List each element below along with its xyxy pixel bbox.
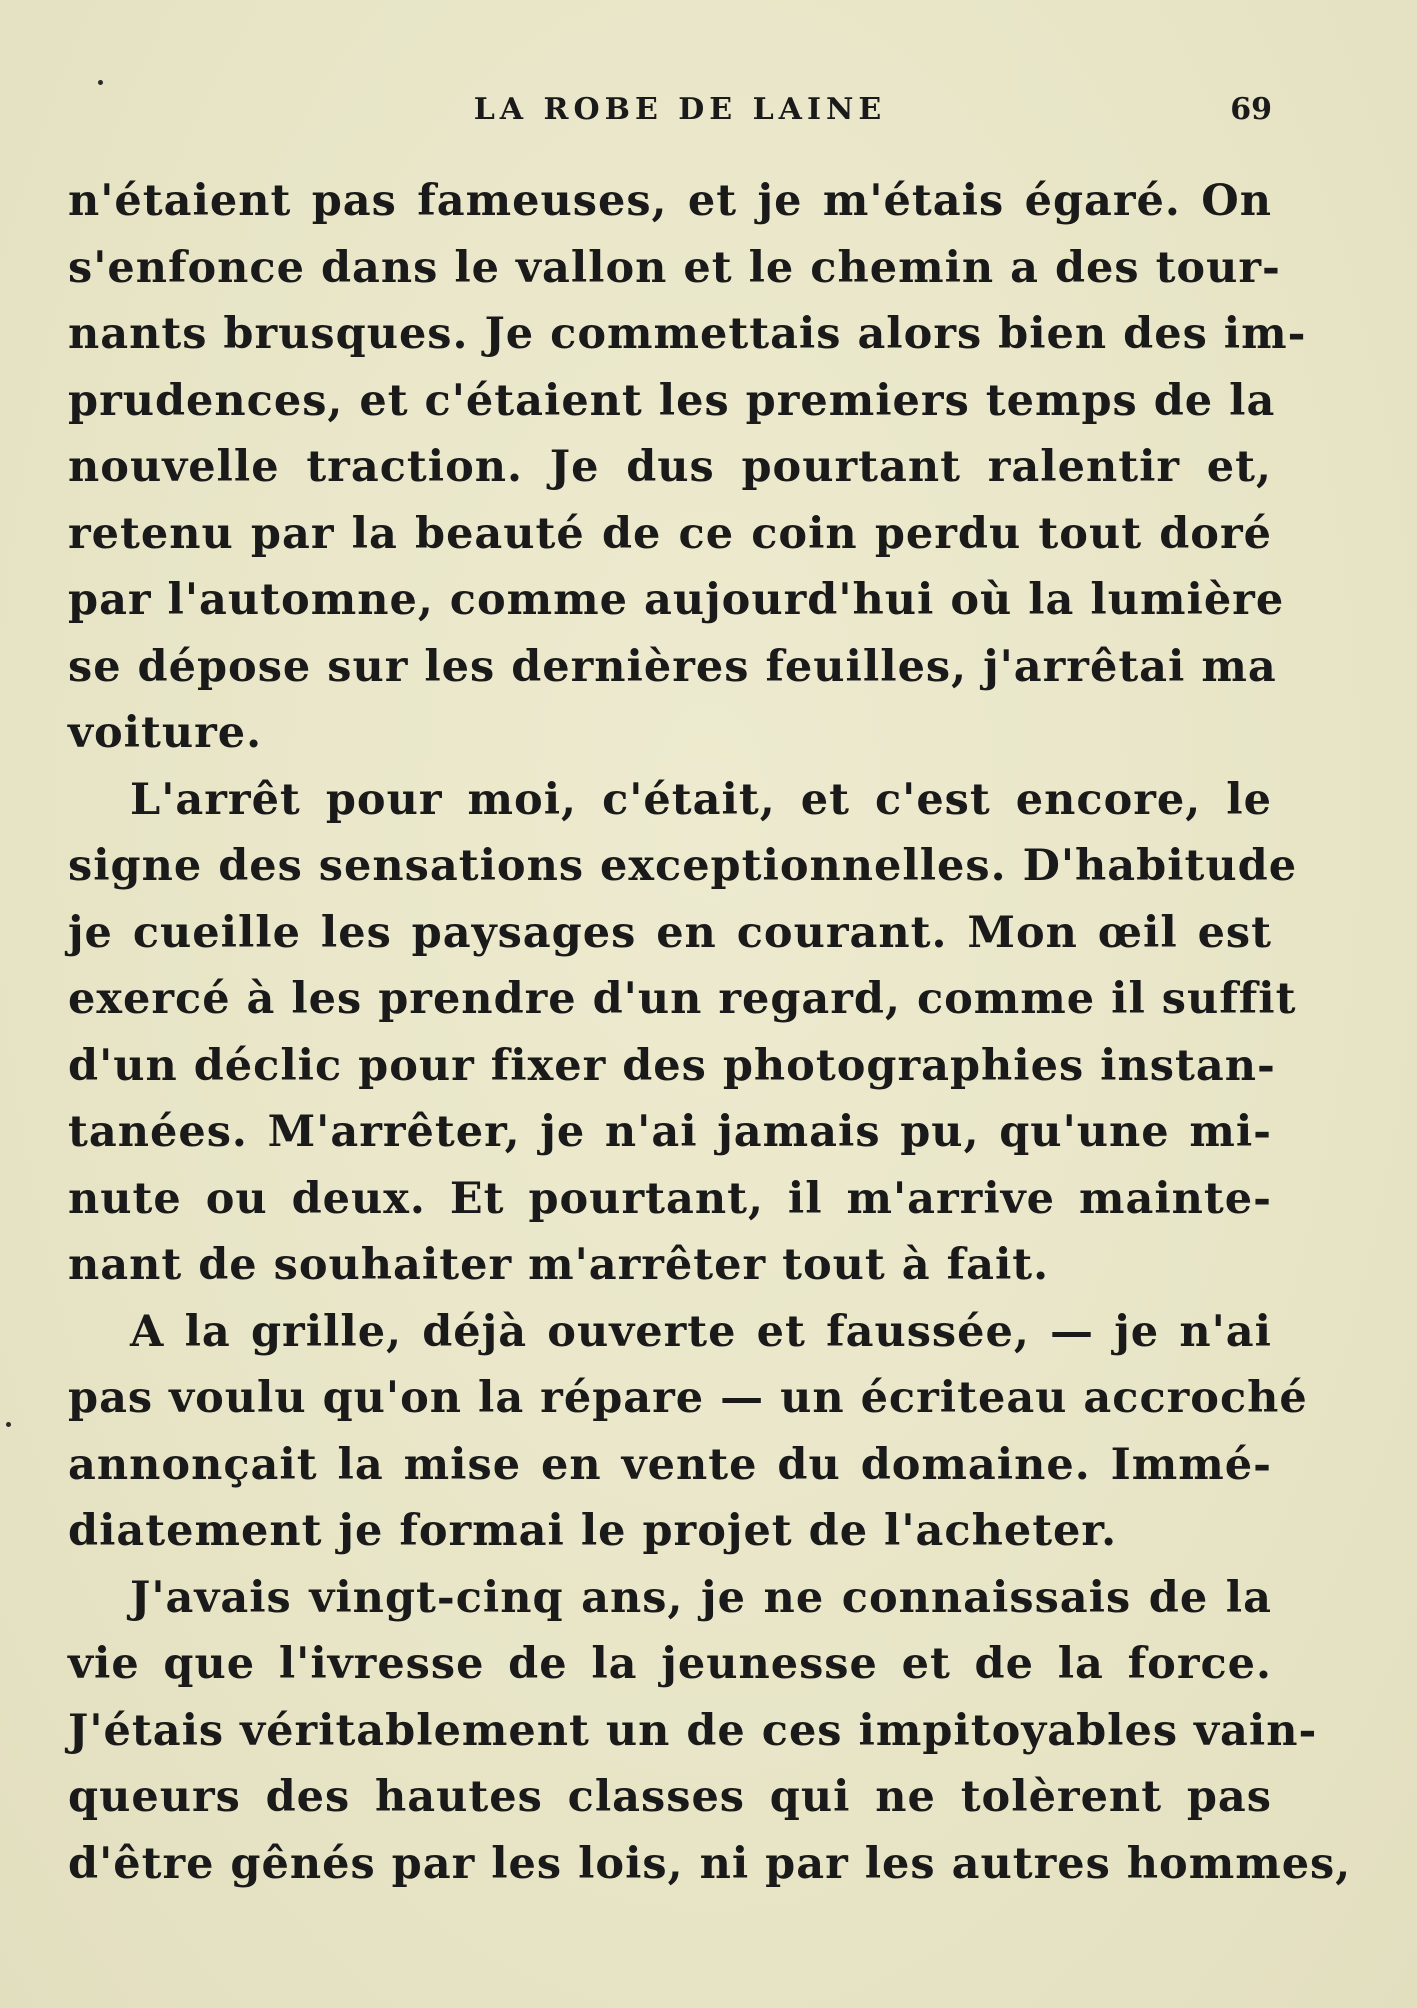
text-line: J'avais vingt-cinq ans, je ne connaissais de la <box>130 1572 1272 1623</box>
text-line: par l'automne, comme aujourd'hui où la lumière <box>68 575 1285 625</box>
body-text <box>68 168 1352 1897</box>
text-line: J'étais véritablement un de ces impitoyables vain- <box>68 1705 1318 1756</box>
paragraph <box>68 767 1298 1299</box>
text-line: pas voulu qu'on la répare — un écriteau accroché <box>68 1373 1308 1423</box>
text-line: L'arrêt pour moi, c'était, et c'est encore, le <box>130 774 1272 825</box>
page-number: 69 <box>1230 92 1272 127</box>
text-line: annonçait la mise en vente du domaine. Immé- <box>68 1439 1272 1490</box>
text-line: diatement je formai le projet de l'acheter. <box>68 1506 1118 1556</box>
text-line: queurs des hautes classes qui ne tolèrent pas <box>68 1772 1272 1822</box>
text-line: s'enfonce dans le vallon et le chemin a des tour- <box>68 242 1281 293</box>
text-line: je cueille les paysages en courant. Mon œil est <box>68 907 1272 958</box>
running-title: LA ROBE DE LAINE <box>473 92 887 127</box>
text-line: tanées. M'arrêter, je n'ai jamais pu, qu'une mi- <box>68 1107 1272 1157</box>
text-line: vie que l'ivresse de la jeunesse et de la force. <box>68 1639 1272 1689</box>
text-line: nute ou deux. Et pourtant, il m'arrive mainte- <box>68 1173 1272 1224</box>
text-line: voiture. <box>68 708 263 758</box>
text-line: A la grille, déjà ouverte et faussée, — je n'ai <box>130 1306 1272 1357</box>
text-line: d'être gênés par les lois, ni par les autres hommes, <box>68 1838 1352 1889</box>
text-line: exercé à les prendre d'un regard, comme il suffit <box>68 974 1297 1024</box>
text-line: nant de souhaiter m'arrêter tout à fait. <box>68 1240 1050 1290</box>
paragraph <box>68 1565 1352 1898</box>
text-line: nants brusques. Je commettais alors bien des im- <box>68 309 1307 359</box>
page-header <box>68 92 1272 142</box>
paragraph <box>68 168 1307 767</box>
text-line: signe des sensations exceptionnelles. D'habitude <box>68 841 1298 891</box>
text-line: d'un déclic pour fixer des photographies instan- <box>68 1040 1276 1091</box>
paragraph <box>68 1299 1308 1565</box>
page-speck <box>6 1422 11 1427</box>
text-line: n'étaient pas fameuses, et je m'étais égaré. On <box>68 176 1272 226</box>
text-line: se dépose sur les dernières feuilles, j'arrêtai ma <box>68 641 1277 692</box>
text-line: retenu par la beauté de ce coin perdu tout doré <box>68 508 1272 559</box>
text-line: prudences, et c'étaient les premiers temps de la <box>68 375 1276 426</box>
text-line: nouvelle traction. Je dus pourtant ralentir et, <box>68 442 1272 492</box>
page-speck <box>98 80 103 85</box>
